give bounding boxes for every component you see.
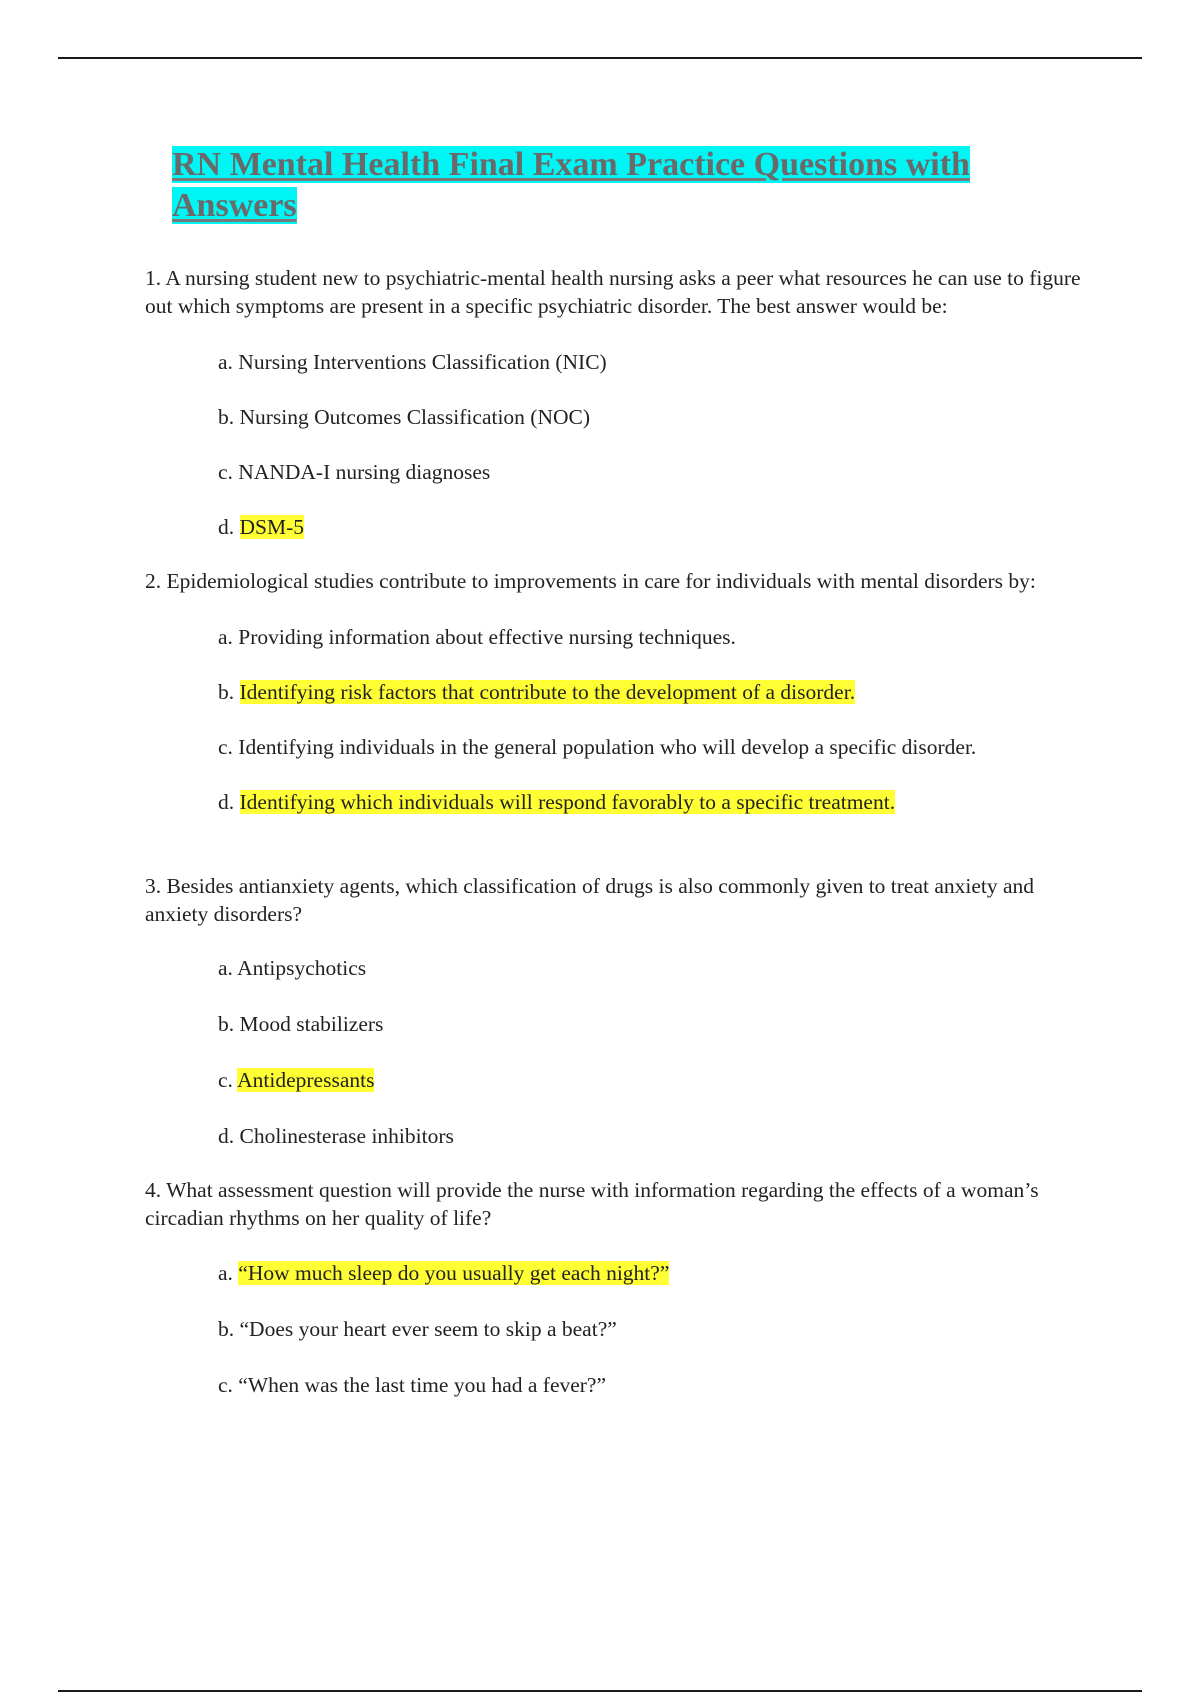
question-3-option-d [218,1122,1085,1150]
correct-answer-highlight: Antidepressants [237,1068,375,1092]
question-1 [145,264,1085,320]
option-letter: c. [218,735,233,759]
option-text: NANDA-I nursing diagnoses [238,460,491,484]
option-letter: d. [218,515,235,539]
option-text: “When was the last time you had a fever?” [238,1373,607,1397]
option-text: Nursing Outcomes Classification (NOC) [239,405,591,429]
question-4-option-a [218,1259,1085,1287]
option-letter: b. [218,1012,235,1036]
question-3-option-a [218,954,1085,982]
question-1-option-a [218,348,1085,376]
option-text: Identifying individuals in the general population who will develop a specific disorder. [238,735,977,759]
question-number: 4. [145,1178,162,1202]
question-text: A nursing student new to psychiatric-mental health nursing asks a peer what resources he can use to figure out which symptoms are present in a specific psychiatric disorder. The best answer would be: [145,266,1081,318]
correct-answer-highlight: Identifying risk factors that contribute to the development of a disorder. [239,680,856,704]
option-letter: c. [218,1373,233,1397]
question-4-option-b [218,1315,1085,1343]
question-2-option-b [218,678,1085,706]
document-title-text: RN Mental Health Final Exam Practice Questions with Answers [172,146,970,224]
document-title [172,144,1052,226]
option-text: Nursing Interventions Classification (NIC) [238,350,607,374]
option-letter: d. [218,790,235,814]
question-2-option-c [218,733,1085,761]
option-letter: a. [218,625,233,649]
correct-answer-highlight: “How much sleep do you usually get each night?” [238,1261,670,1285]
question-1-option-c [218,458,1085,486]
option-text: Mood stabilizers [239,1012,384,1036]
option-letter: a. [218,350,233,374]
question-text: Besides antianxiety agents, which classification of drugs is also commonly given to treat anxiety and anxiety disorders? [145,874,1035,926]
question-1-option-d [218,513,1085,541]
question-number: 3. [145,874,162,898]
question-3 [145,872,1085,928]
question-text: Epidemiological studies contribute to improvements in care for individuals with mental disorders by: [166,569,1036,593]
question-3-option-c [218,1066,1085,1094]
option-letter: b. [218,680,235,704]
option-letter: a. [218,956,233,980]
option-letter: b. [218,405,235,429]
option-letter: b. [218,1317,235,1341]
option-letter: c. [218,1068,233,1092]
question-2-option-a [218,623,1085,651]
question-number: 1. [145,266,162,290]
option-letter: d. [218,1124,235,1148]
option-text: Antipsychotics [237,956,367,980]
option-letter: c. [218,460,233,484]
bottom-divider [58,1690,1142,1692]
question-text: What assessment question will provide the nurse with information regarding the effects of a woman’s circadian rhythms on her quality of life? [145,1178,1039,1230]
option-text: Cholinesterase inhibitors [239,1124,454,1148]
question-1-option-b [218,403,1085,431]
question-list [145,264,1085,1399]
question-number: 2. [145,569,162,593]
question-4-option-c [218,1371,1085,1399]
correct-answer-highlight: DSM-5 [239,515,305,539]
question-4 [145,1176,1085,1232]
question-2-option-d [218,788,1085,816]
option-text: Providing information about effective nursing techniques. [238,625,736,649]
option-letter: a. [218,1261,233,1285]
question-2 [145,567,1085,595]
top-divider [58,57,1142,59]
question-3-option-b [218,1010,1085,1038]
option-text: “Does your heart ever seem to skip a beat?” [239,1317,617,1341]
correct-answer-highlight: Identifying which individuals will respond favorably to a specific treatment. [239,790,896,814]
